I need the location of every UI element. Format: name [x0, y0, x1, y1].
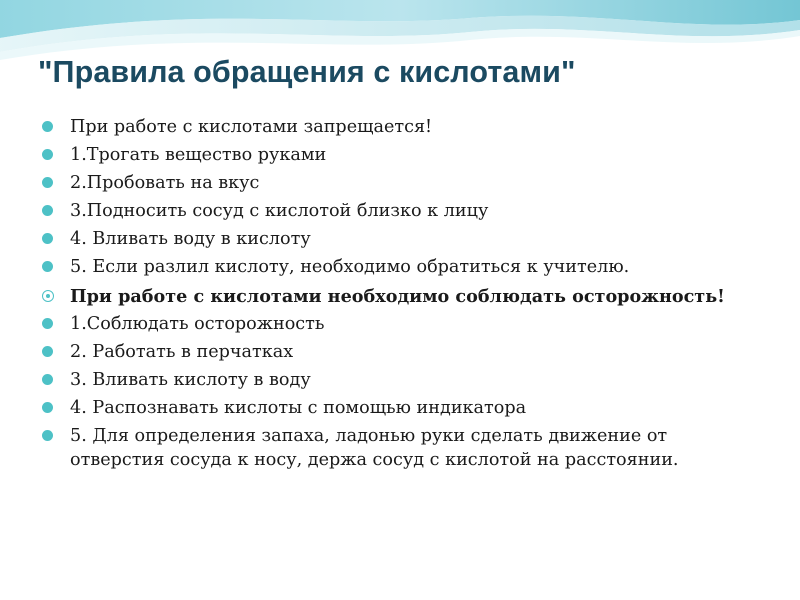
bullet-icon — [42, 346, 53, 357]
list-item — [42, 228, 762, 252]
list-item-text: 2. Работать в перчатках — [70, 341, 294, 362]
bullet-icon — [42, 290, 54, 302]
list-item-text: При работе с кислотами запрещается! — [70, 117, 433, 137]
list-item — [42, 200, 762, 224]
bullet-icon — [42, 233, 53, 244]
list-item-text: 1.Соблюдать осторожность — [70, 313, 325, 334]
list-item — [42, 256, 762, 280]
bullet-icon — [42, 430, 53, 441]
bullet-icon — [42, 149, 53, 160]
bullet-icon — [42, 177, 53, 188]
list-item — [42, 285, 762, 309]
bullet-icon — [42, 261, 53, 272]
list-item — [42, 369, 762, 393]
list-item-text: 5. Если разлил кислоту, необходимо обратиться к учителю. — [70, 257, 630, 278]
list-item — [42, 425, 762, 472]
bullet-icon — [42, 205, 53, 216]
list-item — [42, 341, 762, 365]
list-item-text: 4. Вливать воду в кислоту — [70, 229, 311, 250]
list-item — [42, 116, 762, 140]
list-item-text: При работе с кислотами необходимо соблюдать осторожность! — [70, 285, 725, 307]
list-item-text: 5. Для определения запаха, ладонью руки сделать движение от отверстия сосуда к носу, держа сосуд с кислотой на расстоянии. — [70, 426, 679, 470]
bullet-icon — [42, 402, 53, 413]
bullet-icon — [42, 121, 53, 132]
list-item — [42, 144, 762, 168]
list-item-text: 1.Трогать вещество руками — [70, 145, 327, 166]
list-item — [42, 313, 762, 337]
list-item-text: 3. Вливать кислоту в воду — [70, 369, 311, 390]
list-item-text: 3.Подносить сосуд с кислотой близко к лицу — [70, 201, 489, 222]
slide-title: "Правила обращения с кислотами" — [38, 55, 576, 89]
rules-list — [42, 116, 762, 477]
list-item-text: 2.Пробовать на вкус — [70, 173, 260, 194]
bullet-icon — [42, 374, 53, 385]
list-item — [42, 172, 762, 196]
bullet-icon — [42, 318, 53, 329]
list-item — [42, 397, 762, 421]
list-item-text: 4. Распознавать кислоты с помощью индикатора — [70, 397, 527, 418]
